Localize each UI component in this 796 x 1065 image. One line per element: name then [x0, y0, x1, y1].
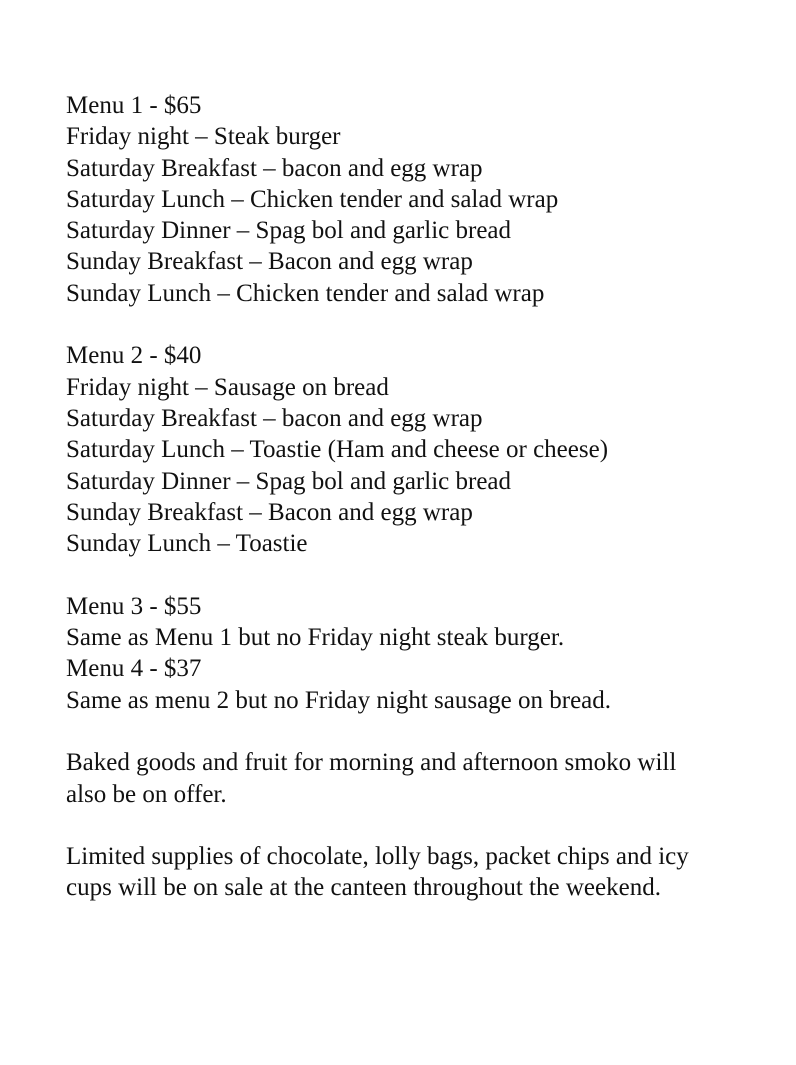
- menu-item: Sunday Breakfast – Bacon and egg wrap: [66, 248, 473, 276]
- canteen-note-line: Limited supplies of chocolate, lolly bags, packet chips and icy: [66, 843, 689, 871]
- menu-1-section: [66, 90, 766, 309]
- canteen-note: [66, 841, 766, 904]
- smoko-note: [66, 747, 766, 810]
- menu-item: Sunday Breakfast – Bacon and egg wrap: [66, 498, 473, 526]
- spacer: [66, 810, 766, 841]
- menu-item: Saturday Breakfast – bacon and egg wrap: [66, 154, 483, 182]
- smoko-note-line: Baked goods and fruit for morning and afternoon smoko will: [66, 749, 677, 777]
- menu-3-section: [66, 591, 766, 654]
- menu-4-heading: Menu 4 - $37: [66, 655, 202, 683]
- spacer: [66, 559, 766, 590]
- menu-4-section: [66, 653, 766, 716]
- spacer: [66, 716, 766, 747]
- menu-item: Friday night – Steak burger: [66, 123, 341, 151]
- menu-2-heading: Menu 2 - $40: [66, 342, 202, 370]
- canteen-note-line: cups will be on sale at the canteen throughout the weekend.: [66, 874, 661, 902]
- spacer: [66, 309, 766, 340]
- menu-item: Saturday Lunch – Toastie (Ham and cheese or cheese): [66, 436, 609, 464]
- menu-4-description: Same as menu 2 but no Friday night sausage on bread.: [66, 686, 612, 714]
- menu-1-heading: Menu 1 - $65: [66, 92, 202, 119]
- menu-2-section: [66, 340, 766, 559]
- menu-item: Friday night – Sausage on bread: [66, 373, 389, 401]
- menu-3-description: Same as Menu 1 but no Friday night steak burger.: [66, 624, 565, 652]
- menu-item: Sunday Lunch – Chicken tender and salad wrap: [66, 279, 545, 307]
- menu-item: Saturday Lunch – Chicken tender and salad wrap: [66, 185, 559, 213]
- menu-item: Saturday Dinner – Spag bol and garlic bread: [66, 467, 512, 495]
- menu-item: Saturday Dinner – Spag bol and garlic bread: [66, 217, 512, 245]
- menu-3-heading: Menu 3 - $55: [66, 592, 202, 620]
- menu-document: [66, 90, 766, 904]
- menu-item: Sunday Lunch – Toastie: [66, 530, 308, 558]
- smoko-note-line: also be on offer.: [66, 780, 227, 808]
- menu-item: Saturday Breakfast – bacon and egg wrap: [66, 404, 483, 432]
